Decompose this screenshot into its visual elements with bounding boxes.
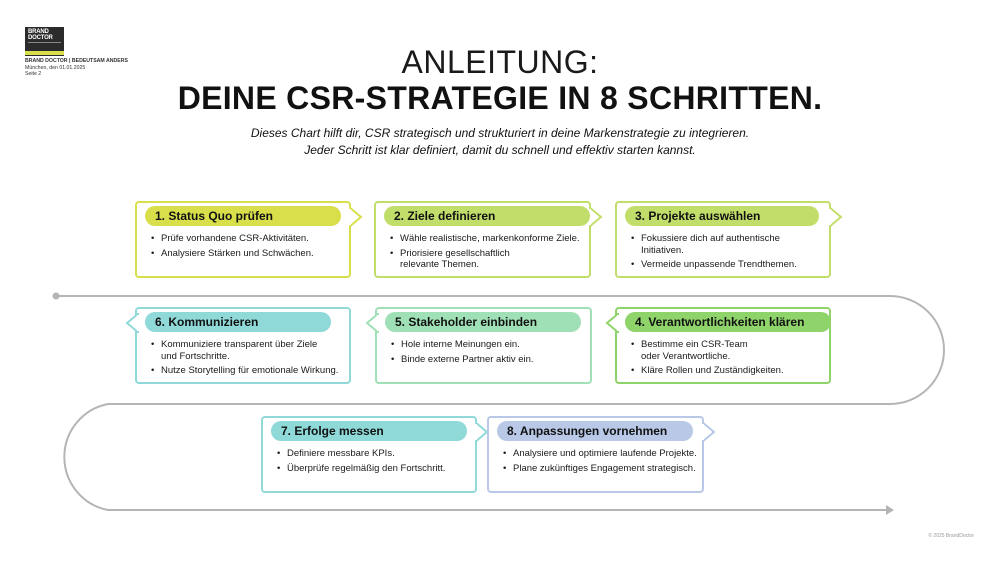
step-items-3 [629,233,825,274]
copyright: © 2025 BrandDoctor [928,533,974,539]
step-8-item-2: • Plane zukünftiges Engagement strategisch. [501,463,698,475]
step-title-8: 8. Anpassungen vornehmen [497,421,693,441]
place-date: München, den 01.01.2025 [25,64,86,71]
step-1-item-1: • Prüfe vorhandene CSR-Aktivitäten. [149,233,345,245]
step-title-3: 3. Projekte auswählen [625,206,819,226]
step-card-1 [135,201,351,278]
step-pointer-3 [829,207,843,227]
subtitle-line-1: Dieses Chart hilft dir, CSR strategisch und strukturiert in deine Markenstrategie zu integrieren. [250,126,750,140]
step-5-item-2: • Binde externe Partner aktiv ein. [389,354,586,366]
step-title-1: 1. Status Quo prüfen [145,206,341,226]
logo-line-2: DOCTOR [28,35,53,41]
step-items-6 [149,339,345,380]
step-items-4 [629,339,825,380]
company-name: BRAND DOCTOR | BEDEUTSAM ANDERS [25,58,128,64]
step-6-item-2: • Nutze Storytelling für emotionale Wirkung. [149,365,345,377]
logo-line-1: BRAND [28,29,49,35]
subtitle-line-2: Jeder Schritt ist klar definiert, damit du schnell und effektiv starten kannst. [304,143,696,157]
step-pointer-5 [365,313,379,333]
step-2-item-2: • Priorisiere gesellschaftlich relevante Themen. [388,248,585,271]
step-items-5 [389,339,586,368]
page-number: Seite 2 [25,71,42,77]
step-pointer-2 [589,207,603,227]
step-title-2: 2. Ziele definieren [384,206,590,226]
step-2-item-1: • Wähle realistische, markenkonforme Ziele. [388,233,585,245]
step-card-2 [374,201,591,278]
step-3-item-1: • Fokussiere dich auf authentische Initiativen. [629,233,825,256]
title-line-2: DEINE CSR-STRATEGIE IN 8 SCHRITTEN. [177,80,823,116]
step-pointer-1 [349,207,363,227]
step-3-item-2: • Vermeide unpassende Trendthemen. [629,259,825,271]
step-card-4 [615,307,831,384]
step-items-7 [275,448,471,477]
step-pointer-6 [125,313,139,333]
step-7-item-2: • Überprüfe regelmäßig den Fortschritt. [275,463,471,475]
step-items-2 [388,233,585,274]
step-title-6: 6. Kommunizieren [145,312,331,332]
step-title-4: 4. Verantwortlichkeiten klären [625,312,831,332]
step-4-item-2: • Kläre Rollen und Zuständigkeiten. [629,365,825,377]
title-line-1: ANLEITUNG: [401,44,599,80]
step-items-8 [501,448,698,477]
step-card-6 [135,307,351,384]
step-5-item-1: • Hole interne Meinungen ein. [389,339,586,351]
step-8-item-1: • Analysiere und optimiere laufende Projekte. [501,448,698,460]
step-4-item-1: • Bestimme ein CSR-Team oder Verantwortliche. [629,339,825,362]
step-title-7: 7. Erfolge messen [271,421,467,441]
step-card-7 [261,416,477,493]
step-items-1 [149,233,345,262]
step-pointer-4 [605,313,619,333]
step-7-item-1: • Definiere messbare KPIs. [275,448,471,460]
path-end-arrow [886,505,894,515]
step-1-item-2: • Analysiere Stärken und Schwächen. [149,248,345,260]
step-card-8 [487,416,704,493]
step-6-item-1: • Kommuniziere transparent über Ziele und Fortschritte. [149,339,345,362]
step-card-3 [615,201,831,278]
step-card-5 [375,307,592,384]
step-pointer-8 [702,422,716,442]
step-title-5: 5. Stakeholder einbinden [385,312,581,332]
